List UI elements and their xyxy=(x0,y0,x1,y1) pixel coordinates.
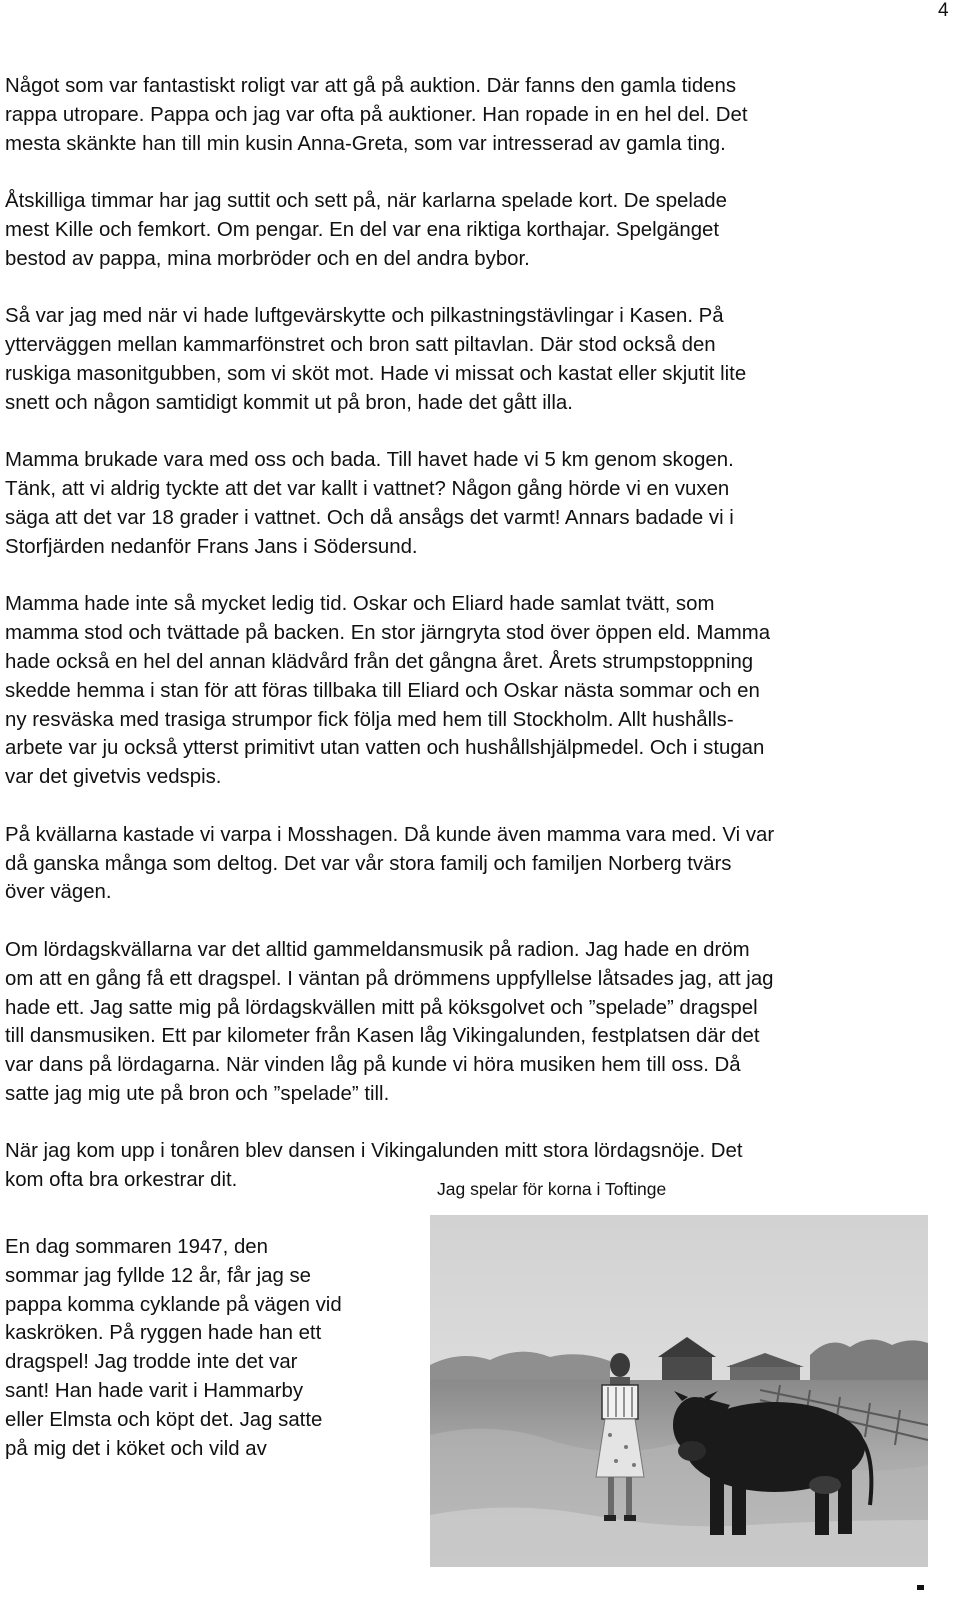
paragraph-accordion-gift xyxy=(5,1233,425,1463)
text-line: När jag kom upp i tonåren blev dansen i Vikingalunden mitt stora lördagsnöje. Det xyxy=(5,1140,743,1163)
text-line: Mamma hade inte så mycket ledig tid. Oskar och Eliard hade samlat tvätt, som xyxy=(5,593,715,616)
text-line: bestod av pappa, mina morbröder och en del andra bybor. xyxy=(5,247,530,270)
text-line: till dansmusiken. Ett par kilometer från Kasen låg Vikingalunden, festplatsen där det xyxy=(5,1025,760,1048)
paragraph-card-games xyxy=(5,187,945,273)
text-line: Så var jag med när vi hade luftgevärskytte och pilkastningstävlingar i Kasen. På xyxy=(5,305,724,328)
photo-girl-with-cow xyxy=(430,1215,928,1567)
text-line: dragspel! Jag trodde inte det var xyxy=(5,1351,298,1374)
text-line: kaskröken. På ryggen hade han ett xyxy=(5,1322,322,1345)
text-line: På kvällarna kastade vi varpa i Mosshagen. Då kunde även mamma vara med. Vi var xyxy=(5,823,775,846)
text-line: sommar jag fyllde 12 år, får jag se xyxy=(5,1264,311,1287)
text-line: säga att det var 18 grader i vattnet. Och då ansågs det varmt! Annars badade vi i xyxy=(5,506,734,529)
text-line: satte jag mig ute på bron och ”spelade” till. xyxy=(5,1082,390,1105)
text-line: En dag sommaren 1947, den xyxy=(5,1236,268,1258)
paragraph-varpa xyxy=(5,821,945,907)
text-line: ytterväggen mellan kammarfönstret och bron satt piltavlan. Där stod också den xyxy=(5,334,716,357)
text-line: skedde hemma i stan för att föras tillbaka till Eliard och Oskar nästa sommar och en xyxy=(5,679,760,702)
text-line: mamma stod och tvättade på backen. En stor järngryta stod över öppen eld. Mamma xyxy=(5,622,771,645)
text-line: hade ett. Jag satte mig på lördagskvällen mitt på köksgolvet och ”spelade” dragspel xyxy=(5,996,758,1019)
text-line: eller Elmsta och köpt det. Jag satte xyxy=(5,1408,323,1431)
paragraph-shooting xyxy=(5,302,945,417)
text-line: på mig det i köket och vild av xyxy=(5,1437,267,1460)
text-line: ny resväska med trasiga strumpor fick följa med hem till Stockholm. Allt hushålls- xyxy=(5,708,734,731)
text-line: över vägen. xyxy=(5,881,112,904)
text-line: då ganska många som deltog. Det var vår stora familj och familjen Norberg tvärs xyxy=(5,852,732,875)
paragraph-swimming xyxy=(5,446,945,561)
paragraph-auction xyxy=(5,72,945,158)
text-line: om att en gång få ett dragspel. I väntan på drömmens uppfyllelse låtsades jag, att jag xyxy=(5,967,774,990)
text-line: Om lördagskvällarna var det alltid gammeldansmusik på radion. Jag hade en dröm xyxy=(5,938,750,961)
text-line: kom ofta bra orkestrar dit. xyxy=(5,1169,238,1192)
text-line: rappa utropare. Pappa och jag var ofta på auktioner. Han ropade in en hel del. Det xyxy=(5,103,748,126)
text-line: Åtskilliga timmar har jag suttit och sett på, när karlarna spelade kort. De spelade xyxy=(5,190,727,213)
body-text xyxy=(5,72,945,1224)
text-line: Mamma brukade vara med oss och bada. Till havet hade vi 5 km genom skogen. xyxy=(5,449,734,472)
text-line: sant! Han hade varit i Hammarby xyxy=(5,1379,304,1402)
text-line: arbete var ju också ytterst primitivt utan vatten och hushållshjälpmedel. Och i stugan xyxy=(5,737,765,760)
text-line: Storfjärden nedanför Frans Jans i Södersund. xyxy=(5,535,418,558)
text-line: hade också en hel del annan klädvård från det gångna året. Årets strumpstoppning xyxy=(5,650,754,673)
page-edge-mark xyxy=(917,1585,924,1590)
paragraph-radio-dance xyxy=(5,936,945,1109)
paragraph-laundry xyxy=(5,590,945,792)
photo-caption: Jag spelar för korna i Toftinge xyxy=(437,1179,667,1199)
text-line: Något som var fantastiskt roligt var att gå på auktion. Där fanns den gamla tidens xyxy=(5,75,737,97)
text-line: var dans på lördagarna. När vinden låg på kunde vi höra musiken hem till oss. Då xyxy=(5,1054,741,1077)
text-line: mest Kille och femkort. Om pengar. En del var ena riktiga korthajar. Spelgänget xyxy=(5,218,720,241)
text-line: mesta skänkte han till min kusin Anna-Greta, som var intresserad av gamla ting. xyxy=(5,132,726,155)
text-line: ruskiga masonitgubben, som vi sköt mot. Hade vi missat och kastat eller skjutit lite xyxy=(5,362,747,385)
text-line: Tänk, att vi aldrig tyckte att det var kallt i vattnet? Någon gång hörde vi en vuxen xyxy=(5,478,730,501)
text-line: snett och någon samtidigt kommit ut på bron, hade det gått illa. xyxy=(5,391,573,414)
text-line: pappa komma cyklande på vägen vid xyxy=(5,1293,342,1316)
page-number: 4 xyxy=(938,0,949,21)
text-line: var det givetvis vedspis. xyxy=(5,766,222,789)
